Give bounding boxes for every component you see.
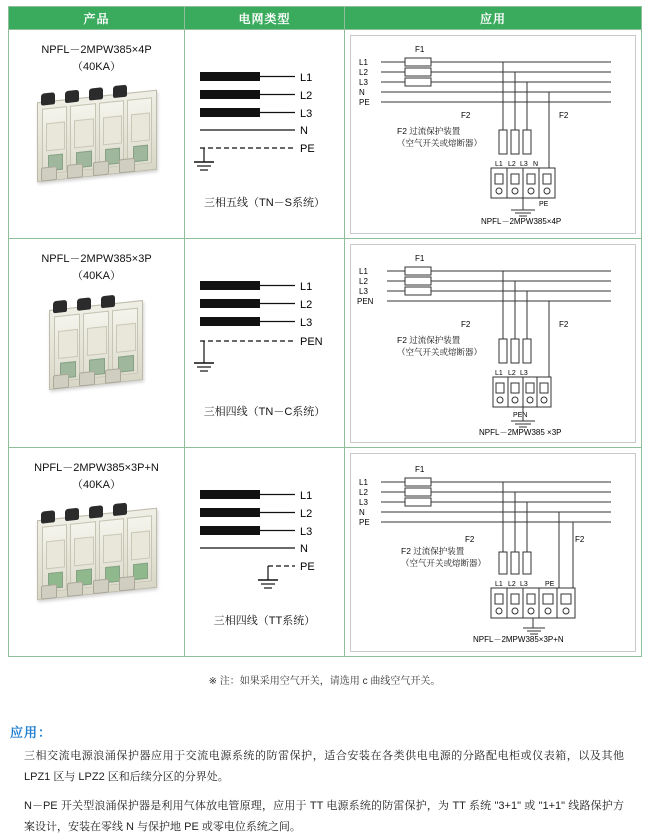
svg-text:L2: L2 [299, 299, 312, 311]
table-row [9, 239, 642, 448]
svg-text:L3: L3 [359, 497, 368, 507]
svg-text:PE: PE [299, 143, 315, 155]
spd-device-photo-3p [43, 295, 151, 387]
application-cell-4p [345, 30, 642, 239]
svg-text:F2: F2 [465, 534, 475, 544]
svg-text:L1: L1 [299, 72, 312, 84]
product-name: NPFL－2MPW385×4P [41, 44, 152, 56]
svg-text:L2: L2 [508, 160, 516, 168]
svg-text:L1: L1 [495, 160, 503, 168]
paragraph-1: 三相交流电源浪涌保护器应用于交流电源系统的防雷保护，适合安装在各类供电电源的分路配电柜或仪表箱，以及其他 LPZ1 区与 LPZ2 区和后续分区的分界处。 [24, 750, 624, 783]
grid-type-cell-tnc [185, 239, 345, 448]
svg-text:L3: L3 [520, 369, 528, 377]
svg-text:L1: L1 [495, 369, 503, 377]
svg-text:N: N [299, 543, 308, 555]
spd-device-photo-3pn [31, 504, 163, 596]
grid-caption: 三相四线（TT系统） [213, 615, 316, 627]
application-diagram-4p [350, 35, 636, 234]
svg-text:F2 过流保护装置: F2 过流保护装置 [397, 334, 461, 345]
footnote: ※ 注：如果采用空气开关，请选用 c 曲线空气开关。 [208, 676, 441, 687]
table-header-row [9, 7, 642, 30]
grid-diagram-tns [190, 58, 340, 188]
svg-text:L1: L1 [359, 477, 368, 487]
product-table [8, 6, 642, 657]
svg-text:PE: PE [359, 517, 370, 527]
grid-diagram-tt [190, 476, 340, 606]
svg-text:L3: L3 [359, 77, 368, 87]
svg-text:N: N [299, 125, 308, 137]
product-rating: （40KA） [72, 60, 121, 73]
svg-text:PEN: PEN [357, 296, 374, 306]
header-grid-type: 电网类型 [185, 7, 345, 30]
table-row [9, 448, 642, 657]
application-diagram-3p [350, 244, 636, 443]
svg-text:L3: L3 [299, 526, 312, 538]
paragraph-2: N－PE 开关型浪涌保护器是利用气体放电管原理，应用于 TT 电源系统的防雷保护，为 TT 系统 "3+1" 或 "1+1" 线路保护方案设计，安装在零线 N 与保护地 PE 或零电位系统之间。 [24, 800, 624, 833]
svg-text:（空气开关或熔断器）: （空气开关或熔断器） [397, 137, 483, 148]
svg-text:L3: L3 [520, 580, 528, 588]
svg-text:L3: L3 [299, 317, 312, 329]
svg-text:L2: L2 [299, 508, 312, 520]
grid-type-cell-tns [185, 30, 345, 239]
svg-text:PE: PE [539, 200, 549, 208]
svg-text:NPFL－2MPW385×3P+N: NPFL－2MPW385×3P+N [473, 634, 564, 644]
svg-text:L2: L2 [299, 90, 312, 102]
svg-text:L2: L2 [508, 580, 516, 588]
svg-text:L3: L3 [359, 286, 368, 296]
svg-text:F2 过流保护装置: F2 过流保护装置 [397, 125, 461, 136]
svg-text:PE: PE [359, 97, 370, 107]
svg-text:L1: L1 [359, 57, 368, 67]
svg-text:L2: L2 [359, 67, 368, 77]
svg-text:L1: L1 [299, 281, 312, 293]
f2-label-right: F2 [559, 110, 569, 120]
svg-text:L1: L1 [359, 266, 368, 276]
product-rating: （40KA） [72, 269, 121, 282]
product-rating: （40KA） [72, 478, 121, 491]
svg-text:L1: L1 [299, 490, 312, 502]
svg-text:L3: L3 [299, 108, 312, 120]
svg-text:NPFL－2MPW385×4P: NPFL－2MPW385×4P [481, 216, 562, 226]
svg-text:F2: F2 [559, 319, 569, 329]
header-application: 应用 [345, 7, 642, 30]
application-cell-3pn [345, 448, 642, 657]
svg-text:F1: F1 [415, 253, 425, 263]
spd-device-photo-4p [31, 86, 163, 178]
svg-text:（空气开关或熔断器）: （空气开关或熔断器） [397, 346, 483, 357]
grid-caption: 三相五线（TN－S系统） [204, 197, 325, 209]
svg-text:F2 过流保护装置: F2 过流保护装置 [401, 545, 465, 556]
product-cell-3pn [9, 448, 185, 657]
product-cell-3p [9, 239, 185, 448]
svg-text:N: N [533, 160, 539, 168]
svg-text:L2: L2 [359, 276, 368, 286]
svg-text:N: N [359, 87, 365, 97]
product-name: NPFL－2MPW385×3P [41, 253, 152, 265]
svg-text:L1: L1 [495, 580, 503, 588]
product-cell-4p [9, 30, 185, 239]
f2-label-left: F2 [461, 110, 471, 120]
svg-text:PE: PE [545, 580, 555, 588]
svg-text:N: N [359, 507, 365, 517]
svg-text:F1: F1 [415, 464, 425, 474]
grid-caption: 三相四线（TN－C系统） [203, 406, 326, 418]
svg-text:NPFL－2MPW385 ×3P: NPFL－2MPW385 ×3P [479, 427, 562, 435]
svg-text:F2: F2 [575, 534, 585, 544]
svg-text:F1: F1 [415, 44, 425, 54]
application-cell-3p [345, 239, 642, 448]
svg-text:L2: L2 [359, 487, 368, 497]
svg-text:L2: L2 [508, 369, 516, 377]
svg-text:F2: F2 [461, 319, 471, 329]
header-product: 产品 [9, 7, 185, 30]
svg-text:PEN: PEN [299, 336, 323, 348]
svg-text:L3: L3 [520, 160, 528, 168]
application-diagram-3pn [350, 453, 636, 652]
table-row [9, 30, 642, 239]
svg-text:（空气开关或熔断器）: （空气开关或熔断器） [401, 557, 487, 568]
svg-text:PEN: PEN [513, 411, 528, 419]
product-name: NPFL－2MPW385×3P+N [34, 462, 159, 474]
grid-type-cell-tt [185, 448, 345, 657]
section-title: 应用： [10, 725, 53, 740]
grid-diagram-tnc [190, 267, 340, 397]
svg-text:PE: PE [299, 561, 315, 573]
